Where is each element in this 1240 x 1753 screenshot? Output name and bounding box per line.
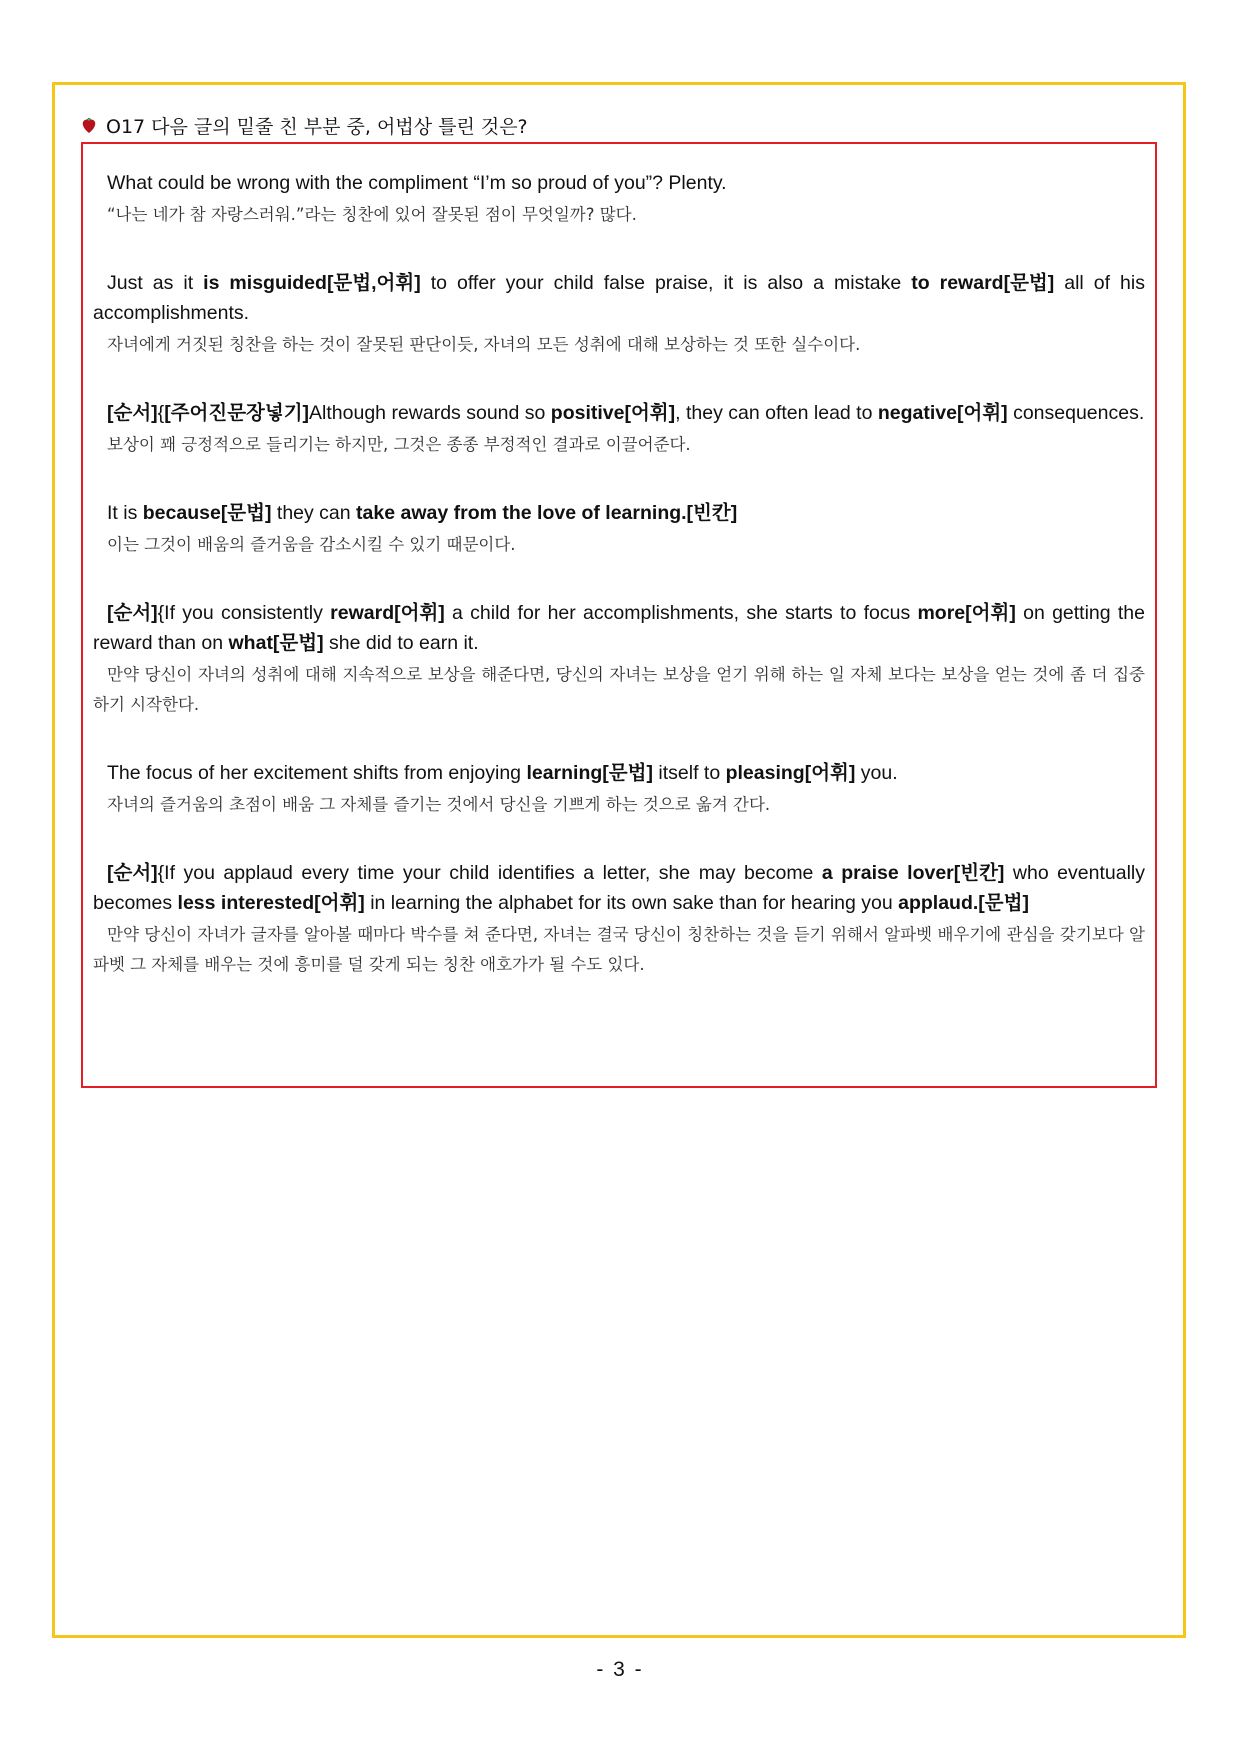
korean-translation: “나는 네가 참 자랑스러워.”라는 칭찬에 있어 잘못된 점이 무엇일까? 많다. (107, 205, 637, 224)
marked-phrase: [순서] (107, 602, 158, 624)
marked-phrase: a praise lover[빈칸] (821, 862, 1005, 884)
marked-phrase: learning[문법] (526, 762, 653, 784)
passage-paragraphs (93, 168, 1145, 980)
marked-phrase: negative[어휘] (877, 402, 1008, 424)
marked-phrase: because[문법] (142, 502, 272, 524)
passage-paragraph (93, 858, 1145, 980)
passage-paragraph (93, 758, 1145, 820)
marked-phrase: is misguided[문법,어휘] (203, 272, 421, 294)
sentence-text: on getting the reward than on (93, 602, 1145, 654)
passage-paragraph (93, 268, 1145, 360)
english-sentence (93, 168, 1145, 198)
sentence-text: { (157, 402, 165, 424)
english-sentence (93, 268, 1145, 328)
marked-phrase: take away from the love of learning.[빈칸] (356, 502, 738, 524)
english-sentence (93, 498, 1145, 528)
korean-translation: 자녀의 즐거움의 초점이 배움 그 자체를 즐기는 것에서 당신을 기쁘게 하는 것으로 옮겨 간다. (107, 795, 771, 814)
korean-translation: 자녀에게 거짓된 칭찬을 하는 것이 잘못된 판단이듯, 자녀의 모든 성취에 대해 보상하는 것 또한 실수이다. (107, 335, 861, 354)
marked-phrase: to reward[문법] (911, 272, 1055, 294)
sentence-text: they can (271, 502, 357, 524)
english-sentence (93, 598, 1145, 658)
sentence-text: all of his accomplishments. (93, 272, 1145, 324)
korean-translation: 만약 당신이 자녀가 글자를 알아볼 때마다 박수를 쳐 준다면, 자녀는 결국 당신이 칭찬하는 것을 듣기 위해서 알파벳 배우기에 관심을 갖기보다 알파벳 그 자체를 배우는 것에 흥미를 덜 갖게 되는 칭찬 애호가가 될 수도 있다. (93, 925, 1145, 974)
korean-translation: 이는 그것이 배움의 즐거움을 감소시킬 수 있기 때문이다. (107, 535, 516, 554)
sentence-text: a child for her accomplishments, she starts to focus (444, 602, 918, 624)
english-sentence (93, 758, 1145, 788)
marked-phrase: pleasing[어휘] (725, 762, 856, 784)
marked-phrase: positive[어휘] (550, 402, 676, 424)
marked-phrase: what[문법] (228, 632, 324, 654)
marked-phrase: [순서] (107, 402, 158, 424)
question-header (82, 110, 528, 140)
sentence-text: to offer your child false praise, it is also a mistake (420, 272, 912, 294)
sentence-text: It is (107, 502, 143, 524)
sentence-text: she did to earn it. (323, 632, 479, 654)
korean-translation: 만약 당신이 자녀의 성취에 대해 지속적으로 보상을 해준다면, 당신의 자녀는 보상을 얻기 위해 하는 일 자체 보다는 보상을 얻는 것에 좀 더 집중하기 시작한다. (93, 665, 1145, 714)
page-number: - 3 - (596, 1658, 644, 1681)
sentence-text: you. (855, 762, 898, 784)
marked-phrase: reward[어휘] (330, 602, 445, 624)
marked-phrase: more[어휘] (917, 602, 1016, 624)
sentence-text: The focus of her excitement shifts from enjoying (107, 762, 527, 784)
sentence-text: , they can often lead to (675, 402, 878, 424)
passage-paragraph (93, 168, 1145, 230)
sentence-text: consequences. (1007, 402, 1145, 424)
marked-phrase: applaud.[문법] (898, 892, 1029, 914)
sentence-text: who eventually becomes (93, 862, 1145, 914)
sentence-text: {If you consistently (157, 602, 331, 624)
sentence-text: itself to (652, 762, 726, 784)
marked-phrase: less interested[어휘] (177, 892, 365, 914)
passage-box (81, 142, 1157, 1088)
marked-phrase: [주어진문장넣기] (164, 402, 310, 424)
korean-translation: 보상이 꽤 긍정적으로 들리기는 하지만, 그것은 종종 부정적인 결과로 이끌어준다. (107, 435, 691, 454)
english-sentence (93, 398, 1145, 428)
sentence-text: What could be wrong with the compliment “I’m so proud of you”? Plenty. (107, 172, 727, 194)
passage-paragraph (93, 398, 1145, 460)
sentence-text: Although rewards sound so (309, 402, 551, 424)
english-sentence (93, 858, 1145, 918)
sentence-text: Just as it (107, 272, 204, 294)
sentence-text: {If you applaud every time your child identifies a letter, she may become (157, 862, 822, 884)
strawberry-bullet-icon (82, 117, 96, 133)
passage-paragraph (93, 498, 1145, 560)
passage-paragraph (93, 598, 1145, 720)
sentence-text: in learning the alphabet for its own sake than for hearing you (364, 892, 899, 914)
question-title: O17 다음 글의 밑줄 친 부분 중, 어법상 틀린 것은? (106, 115, 528, 138)
marked-phrase: [순서] (107, 862, 158, 884)
